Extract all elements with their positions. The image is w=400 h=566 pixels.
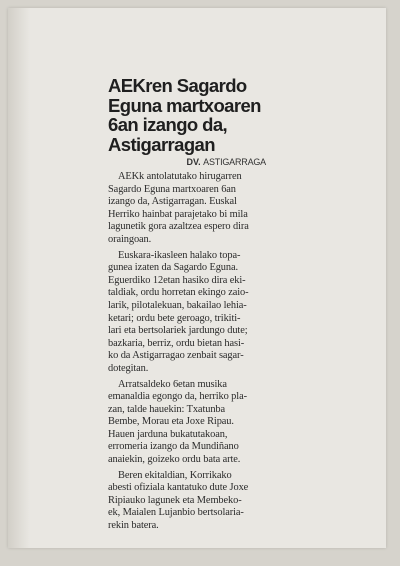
news-article xyxy=(108,76,268,536)
headline-line: Astigarragan xyxy=(108,133,215,155)
text-line: rekin batera. xyxy=(108,520,159,532)
text-line: Beren ekitaldian, Korrikako xyxy=(118,469,232,481)
text-line: Bembe, Morau eta Joxe Ripau. xyxy=(108,416,234,428)
text-line: Herriko hainbat parajetako bi mila xyxy=(108,208,248,220)
headline-line: AEKren Sagardo xyxy=(108,75,247,96)
headline-line: 6an izango da, xyxy=(108,114,228,135)
text-line: Sagardo Eguna martxoaren 6an xyxy=(108,183,236,195)
text-line: Ripiauko lagunek eta Membeko- xyxy=(108,494,242,506)
text-line: dotegitan. xyxy=(108,362,149,374)
headline-line: Eguna martxoaren xyxy=(108,94,261,116)
text-line: Eguerdiko 12etan hasiko dira eki- xyxy=(108,274,246,286)
text-line: ko da Astigarragao zenbait sagar- xyxy=(108,350,244,362)
text-line: gunea izaten da Sagardo Eguna. xyxy=(108,262,239,274)
text-line: lari eta bertsolariek jardungo dute; xyxy=(108,325,248,337)
text-line: lagunetik gora azaltzea espero dira xyxy=(108,221,249,233)
text-line: emanaldia egongo da, herriko pla- xyxy=(108,391,247,403)
text-line: Euskara-ikasleen halako topa- xyxy=(118,249,241,261)
text-line: zan, talde hauekin: Txatunba xyxy=(108,403,226,415)
byline-author: DV. xyxy=(186,157,201,167)
text-line: bazkaria, berriz, ordu bietan hasi- xyxy=(108,337,245,349)
text-line: taldiak, ordu horretan ekingo zaio- xyxy=(108,287,249,299)
byline-place: ASTIGARRAGA xyxy=(203,157,266,167)
text-line: ek, Maialen Lujanbio bertsolaria- xyxy=(108,507,244,519)
article-byline xyxy=(108,157,268,168)
text-line: AEKk antolatutako hirugarren xyxy=(118,171,242,182)
text-line: izango da, Astigarragan. Euskal xyxy=(108,196,237,208)
text-line: erromeria izango da Mundiñano xyxy=(108,441,239,453)
text-line: anaiekin, goizeko ordu bata arte. xyxy=(108,454,241,466)
article-paragraph xyxy=(108,171,268,247)
text-line: abesti ofiziala kantatuko dute Joxe xyxy=(108,482,249,494)
text-line: oraingoan. xyxy=(108,233,152,245)
page-fold-shadow xyxy=(8,8,30,548)
article-paragraph xyxy=(108,379,268,467)
article-paragraph xyxy=(108,470,268,533)
text-line: ketari; ordu bete geroago, trikiti- xyxy=(108,312,241,324)
text-line: larik, pilotalekuan, bakailao lehia- xyxy=(108,299,247,311)
text-line: Hauen jarduna bukatutakoan, xyxy=(108,428,228,440)
article-body xyxy=(108,171,268,533)
article-headline xyxy=(108,76,268,154)
text-line: Arratsaldeko 6etan musika xyxy=(118,378,227,390)
article-paragraph xyxy=(108,250,268,376)
